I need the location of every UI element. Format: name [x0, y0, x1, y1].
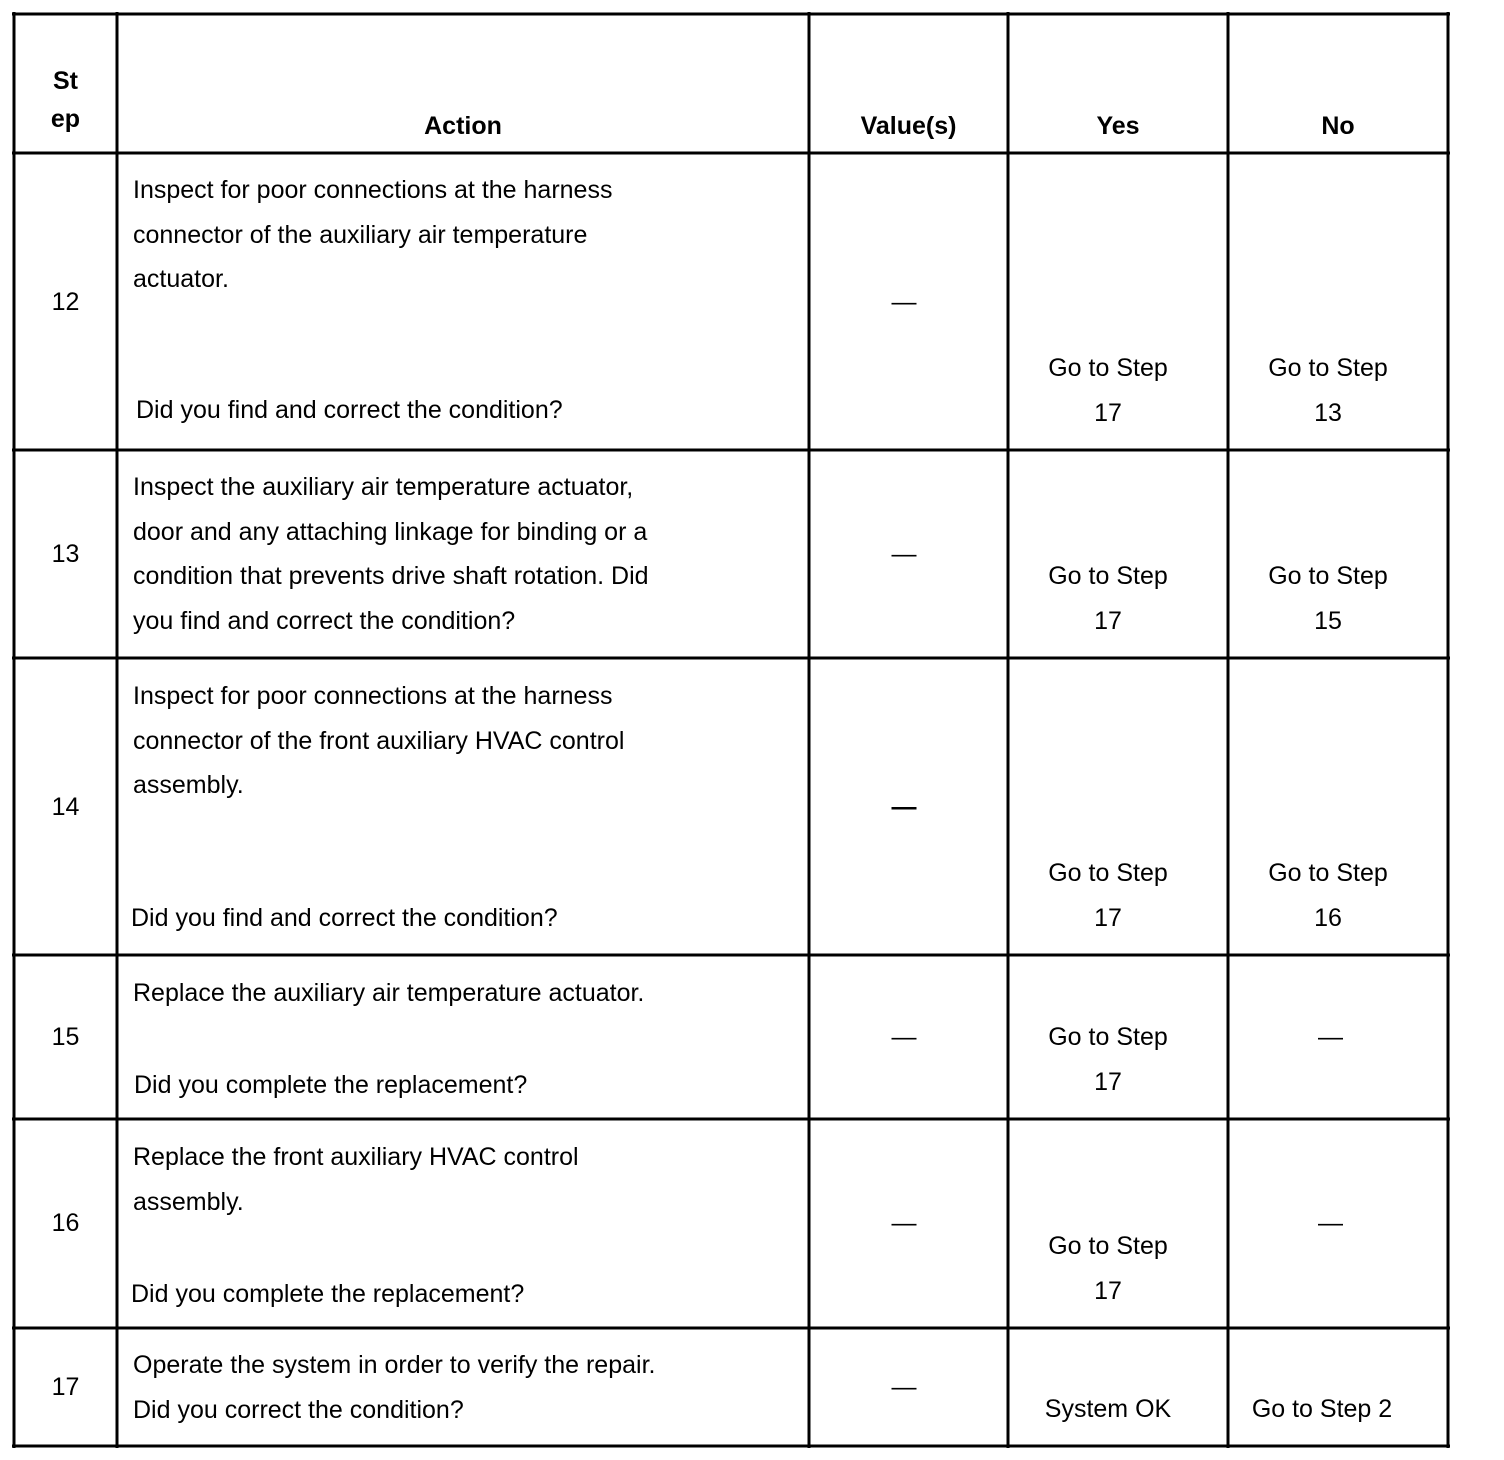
no-line: Go to Step [1268, 354, 1388, 382]
no-line: Go to Step 2 [1251, 1395, 1393, 1423]
no-line: — [1318, 1023, 1343, 1051]
step-number: 16 [51, 1209, 80, 1237]
yes-cell [1008, 554, 1208, 643]
no-cell [1228, 1201, 1433, 1246]
yes-cell [1008, 851, 1208, 940]
action-line: assembly. [133, 771, 244, 799]
header-values: Value(s) [860, 112, 957, 140]
action-line: Operate the system in order to verify the repair. [133, 1351, 656, 1379]
no-line: 13 [1314, 398, 1342, 427]
yes-line: Go to Step [1048, 1023, 1168, 1051]
no-cell [1228, 554, 1428, 643]
yes-line: System OK [1044, 1395, 1172, 1423]
action-line: Inspect for poor connections at the harness [133, 682, 613, 710]
step-number: 17 [51, 1373, 80, 1401]
action-text [133, 465, 649, 643]
no-cell [1228, 851, 1428, 940]
action-line: Inspect for poor connections at the harness [133, 176, 613, 204]
header-yes: Yes [1096, 112, 1140, 140]
yes-line: 17 [1094, 398, 1122, 427]
header-no: No [1321, 112, 1355, 140]
no-cell [1228, 1387, 1416, 1432]
yes-line: Go to Step [1048, 859, 1168, 887]
step-number: 15 [51, 1023, 80, 1051]
yes-line: 17 [1094, 1067, 1122, 1096]
yes-line: Go to Step [1048, 562, 1168, 590]
value-cell: — [891, 1209, 917, 1237]
action-line: door and any attaching linkage for binding or a [133, 517, 648, 546]
value-cell: — [891, 288, 917, 316]
value-cell: — [891, 540, 917, 568]
yes-cell [1008, 1224, 1208, 1313]
no-line: 15 [1314, 606, 1342, 635]
action-line: actuator. [133, 265, 229, 293]
action-text [133, 971, 644, 1016]
value-cell: — [891, 1023, 917, 1051]
header-step-line1: St [53, 67, 78, 95]
step-number: 12 [51, 288, 80, 316]
action-line: Did you correct the condition? [133, 1395, 464, 1424]
action-line: connector of the front auxiliary HVAC control [133, 726, 625, 755]
action-text [133, 1343, 655, 1432]
action-line: Replace the front auxiliary HVAC control [133, 1143, 579, 1171]
action-text [133, 674, 624, 808]
value-cell: — [891, 793, 917, 821]
action-question: Did you complete the replacement? [134, 1071, 528, 1099]
no-cell [1228, 346, 1428, 435]
action-question: Did you find and correct the condition? [136, 396, 563, 424]
action-line: assembly. [133, 1187, 244, 1216]
action-line: Inspect the auxiliary air temperature actuator, [133, 473, 634, 501]
yes-line: 17 [1094, 1276, 1122, 1305]
action-line: you find and correct the condition? [133, 606, 516, 635]
action-question: Did you find and correct the condition? [131, 904, 558, 932]
value-cell: — [891, 1373, 917, 1401]
no-line: 16 [1314, 903, 1342, 932]
yes-line: 17 [1094, 606, 1122, 635]
action-line: connector of the auxiliary air temperature [133, 220, 588, 249]
step-number: 13 [51, 540, 80, 568]
yes-line: Go to Step [1048, 354, 1168, 382]
action-line: condition that prevents drive shaft rotation. Did [133, 562, 649, 590]
no-line: Go to Step [1268, 562, 1388, 590]
yes-cell [1008, 1387, 1208, 1432]
header-step-line2: ep [50, 105, 81, 133]
step-number: 14 [51, 793, 80, 821]
action-text [133, 168, 612, 302]
yes-line: 17 [1094, 903, 1122, 932]
header-step [14, 62, 117, 138]
action-question: Did you complete the replacement? [131, 1280, 525, 1308]
header-action: Action [424, 112, 502, 140]
yes-line: Go to Step [1048, 1232, 1168, 1260]
action-text [133, 1135, 579, 1224]
action-line: Replace the auxiliary air temperature actuator. [133, 979, 645, 1007]
no-line: — [1318, 1209, 1343, 1237]
no-line: Go to Step [1268, 859, 1388, 887]
no-cell [1228, 1015, 1433, 1060]
yes-cell [1008, 1015, 1208, 1104]
yes-cell [1008, 346, 1208, 435]
